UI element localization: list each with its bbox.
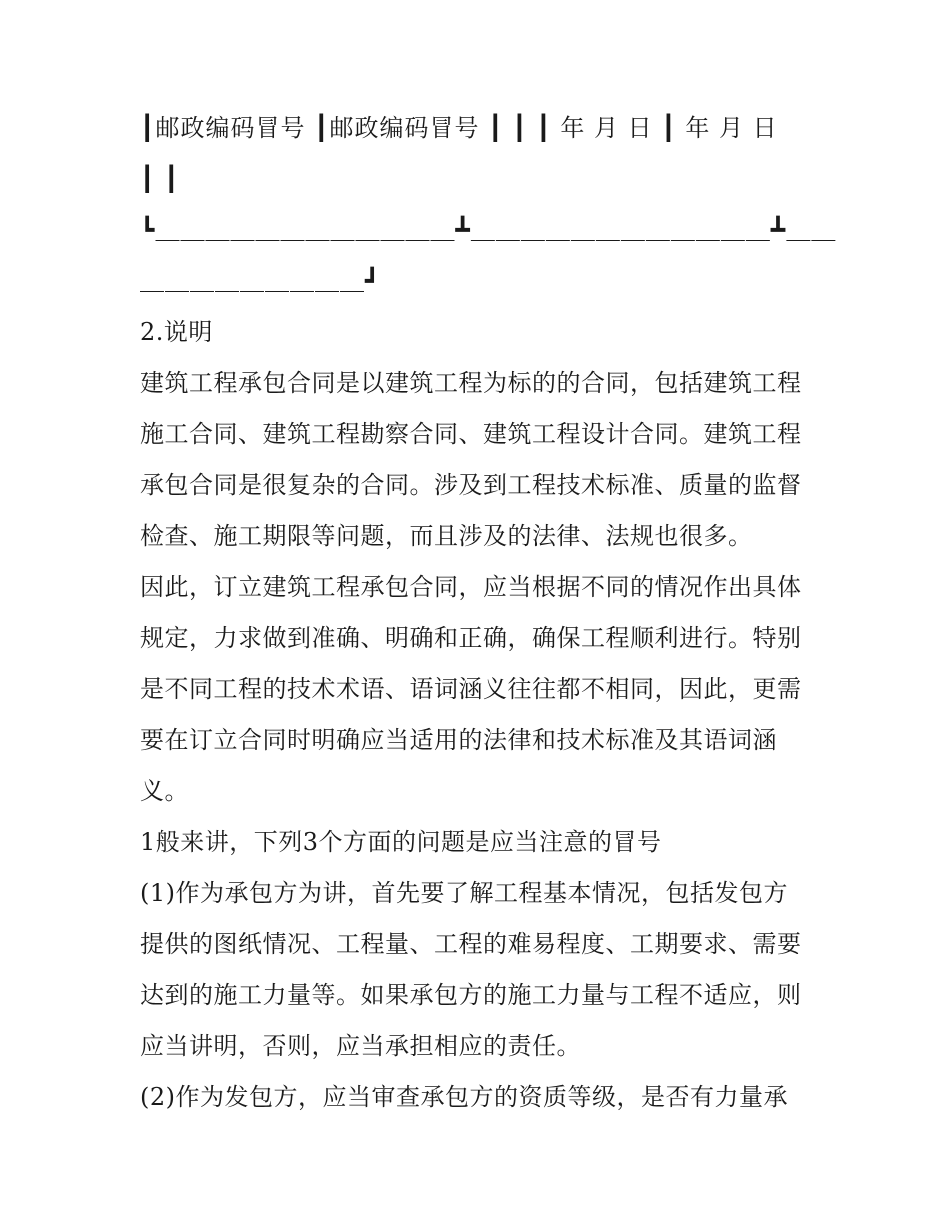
body-line: 因此，订立建筑工程承包合同，应当根据不同的情况作出具体	[140, 573, 802, 601]
body-line: 规定，力求做到准确、明确和正确，确保工程顺利进行。特别	[140, 624, 802, 652]
table-row-postcode: ┃邮政编码冒号 ┃邮政编码冒号 ┃ ┃ ┃ 年 月 日 ┃ 年 月 日	[140, 114, 778, 142]
body-line: 检查、施工期限等问题，而且涉及的法律、法规也很多。	[140, 522, 753, 550]
document-page	[140, 103, 837, 1123]
table-bottom-border: ┗＿＿＿＿＿＿＿＿＿＿＿＿┻＿＿＿＿＿＿＿＿＿＿＿＿┻＿＿	[140, 216, 837, 244]
body-line: 1般来讲，下列3个方面的问题是应当注意的冒号	[140, 828, 662, 856]
body-line: 应当讲明，否则，应当承担相应的责任。	[140, 1032, 581, 1060]
body-line: 要在订立合同时明确应当适用的法律和技术标准及其语词涵	[140, 726, 777, 754]
body-line: 义。	[140, 777, 189, 805]
body-line: (1)作为承包方为讲，首先要了解工程基本情况，包括发包方	[140, 879, 788, 907]
table-bottom-border-continued: ＿＿＿＿＿＿＿＿＿┛	[140, 267, 381, 295]
body-line: 达到的施工力量等。如果承包方的施工力量与工程不适应，则	[140, 981, 802, 1009]
body-line: 提供的图纸情况、工程量、工程的难易程度、工期要求、需要	[140, 930, 802, 958]
table-row-empty: ┃ ┃	[140, 165, 180, 193]
body-line: 承包合同是很复杂的合同。涉及到工程技术标准、质量的监督	[140, 471, 802, 499]
body-line: (2)作为发包方，应当审查承包方的资质等级，是否有力量承	[140, 1083, 788, 1111]
section-heading: 2.说明	[140, 318, 213, 346]
body-line: 施工合同、建筑工程勘察合同、建筑工程设计合同。建筑工程	[140, 420, 802, 448]
body-line: 建筑工程承包合同是以建筑工程为标的的合同，包括建筑工程	[140, 369, 802, 397]
body-line: 是不同工程的技术术语、语词涵义往往都不相同，因此，更需	[140, 675, 802, 703]
